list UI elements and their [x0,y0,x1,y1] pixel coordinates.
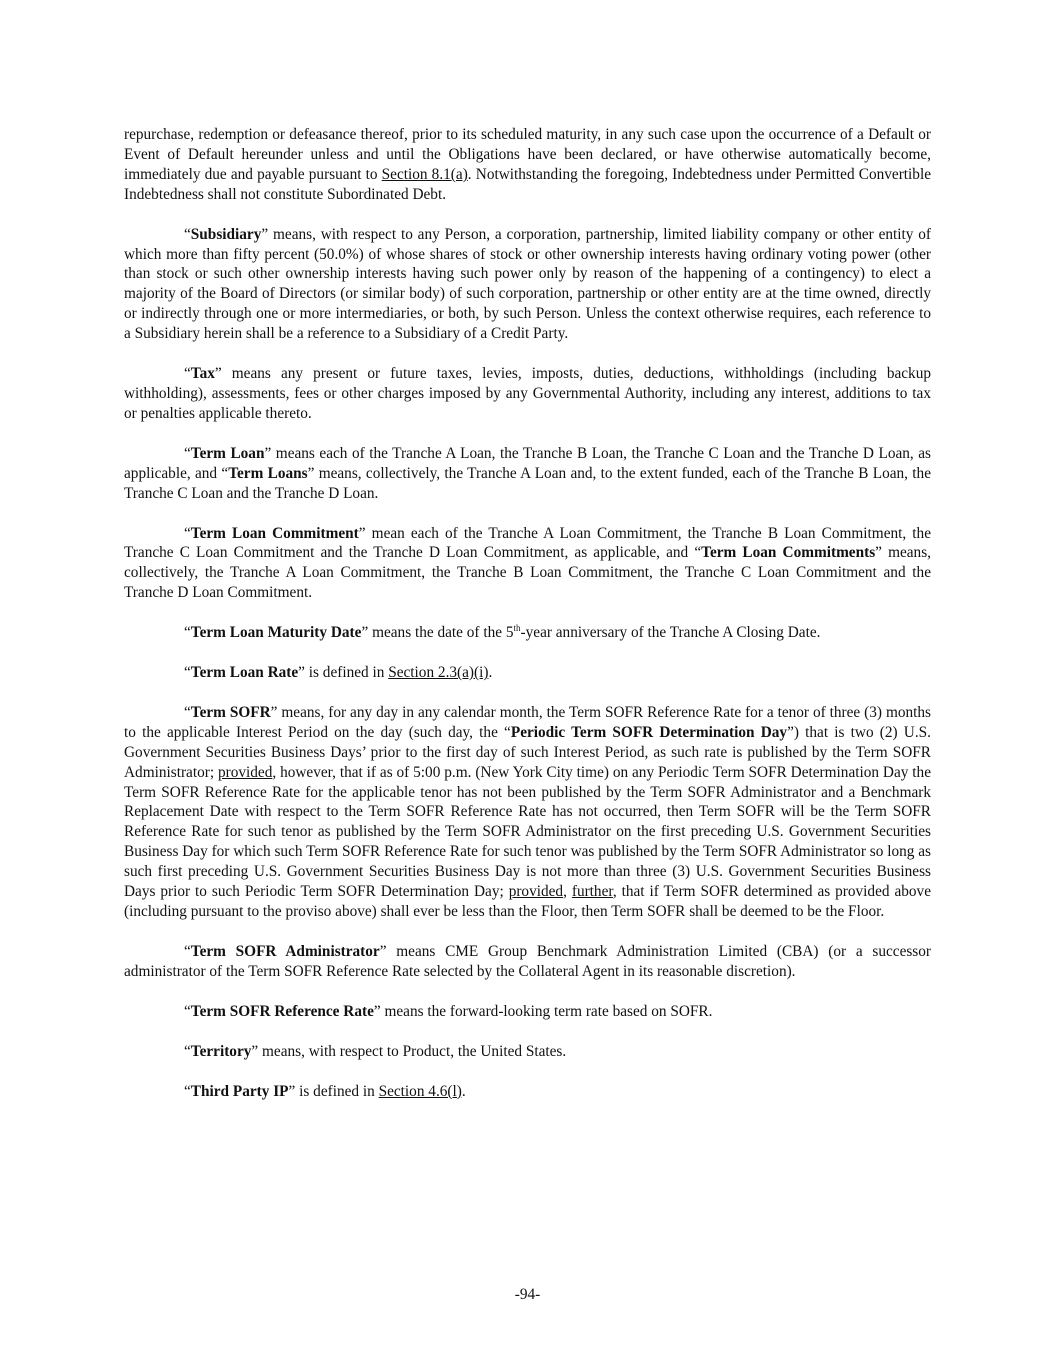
definition-text: ” means the forward-looking term rate based on SOFR. [373,1002,713,1020]
defined-term: Subsidiary [190,225,262,243]
definition-text: ” means, with respect to any Person, a corporation, partnership, limited liability company or other entity of which more than fifty percent (50.0%) of whose shares of stock or other ownership interests having ordinary voting power (other than stock or such other ownership interests having such power only by reason of the happening of a contingency) to elect a majority of the Board of Directors (or similar body) of such corporation, partnership or other entity are at the time owned, directly or indirectly through one or more intermediaries, or both, by such Person. Unless the context otherwise requires, each reference to a Subsidiary herein shall be a reference to a Subsidiary of a Credit Party. [124,225,931,343]
quote-mark: “ [184,524,191,542]
defined-term: Term SOFR [190,703,271,721]
definition-text: , however, that if as of 5:00 p.m. (New York City time) on any Periodic Term SOFR Determination Day the Term SOFR Reference Rate for the applicable tenor has not been published by the Term SOFR Administrator and a Benchmark Replacement Date with respect to the Term SOFR Reference Rate has not occurred, then Term SOFR will be the Term SOFR Reference Rate for such tenor as published by the Term SOFR Administrator on the first preceding U.S. Government Securities Business Day for which such Term SOFR Reference Rate for such tenor was published by the Term SOFR Administrator so long as such first preceding U.S. Government Securities Business Day is not more than three (3) U.S. Government Securities Business Days prior to such Periodic Term SOFR Determination Day; [124,763,931,901]
underlined-term: further [571,883,613,901]
separator-text: , [563,883,572,901]
paragraph-continuation [124,125,931,205]
definition-text: ” means CME Group Benchmark Administration Limited (CBA) (or a successor administrator of the Term SOFR Reference Rate selected by the Collateral Agent in its reasonable discretion). [124,942,932,980]
quote-mark: “ [184,703,191,721]
underlined-term: provided [508,883,564,901]
definition-text: ”) that is two (2) U.S. Government Securities Business Days’ prior to the first day of such Interest Period, as such rate is published by the Term SOFR Administrator; [124,723,931,781]
ordinal-superscript: th [513,623,521,634]
definition-third-party-ip [124,1082,931,1102]
defined-term: Term SOFR Reference Rate [190,1002,374,1020]
definition-term-sofr [124,703,931,922]
defined-term: Term Loan Commitment [190,524,359,542]
defined-term: Territory [190,1042,252,1060]
quote-mark: “ [184,942,191,960]
document-body [124,125,931,1121]
page-number: -94- [514,1286,541,1303]
definition-term-sofr-reference-rate [124,1002,931,1022]
definition-text: ” mean each of the Tranche A Loan Commitment, the Tranche B Loan Commitment, the Tranche C Loan Commitment and the Tranche D Loan Commitment, as applicable, and “ [124,524,931,562]
defined-term: Term Loan Rate [190,664,299,682]
definition-term-loan-rate [124,663,931,683]
defined-term: Term Loan Commitments [701,544,876,562]
definition-text: ” is defined in [288,1082,379,1100]
definition-text: ” means each of the Tranche A Loan, the Tranche B Loan, the Tranche C Loan and the Tranche D Loan, as applicable, and “ [124,444,932,482]
definition-text: . [488,664,493,682]
defined-term: Term Loan Maturity Date [190,624,362,642]
defined-term: Periodic Term SOFR Determination Day [510,723,788,741]
quote-mark: “ [184,664,191,682]
definition-text: ” is defined in [298,664,389,682]
definition-tax [124,364,931,424]
definition-term-loan-maturity-date [124,623,931,643]
quote-mark: “ [184,444,191,462]
defined-term: Term Loan [190,444,265,462]
defined-term: Term SOFR Administrator [190,942,380,960]
defined-term: Third Party IP [190,1082,289,1100]
definition-term-sofr-administrator [124,942,931,982]
quote-mark: “ [184,1082,191,1100]
definition-subsidiary [124,225,931,344]
quote-mark: “ [184,1002,191,1020]
definition-text: ” means, collectively, the Tranche A Loan and, to the extent funded, each of the Tranche B Loan, the Tranche C Loan and the Tranche D Loan. [124,464,931,502]
quote-mark: “ [184,1042,191,1060]
definition-term-loan [124,444,931,504]
quote-mark: “ [184,225,191,243]
underlined-term: provided [217,763,273,781]
defined-term: Term Loans [228,464,308,482]
defined-term: Tax [190,365,215,383]
paragraph-text: repurchase, redemption or defeasance thereof, prior to its scheduled maturity, in any such case upon the occurrence of a Default or Event of Default hereunder unless and until the Obligations have been declared, or have otherwise automatically become, immediately due and payable pursuant to [124,126,931,183]
definition-text: , that if Term SOFR determined as provided above (including pursuant to the proviso above) shall ever be less than the Floor, then Term SOFR shall be deemed to be the Floor. [124,883,931,920]
definition-text: ” means any present or future taxes, levies, imposts, duties, deductions, withholdings (including backup withholding), assessments, fees or other charges imposed by any Governmental Authority, including any interest, additions to tax or penalties applicable thereto. [124,365,931,422]
definition-territory [124,1042,931,1062]
quote-mark: “ [184,624,191,642]
definition-text: ” means, collectively, the Tranche A Loan Commitment, the Tranche B Loan Commitment, the Tranche C Loan Commitment and the Tranche D Loan Commitment. [124,544,931,602]
definition-text: ” means, for any day in any calendar month, the Term SOFR Reference Rate for a tenor of three (3) months to the applicable Interest Period on the day (such day, the “ [124,703,931,741]
section-reference: Section 8.1(a) [381,165,468,183]
definition-text: . [461,1082,466,1100]
definition-text: -year anniversary of the Tranche A Closing Date. [520,624,821,642]
section-reference: Section 4.6(l) [378,1082,462,1100]
definition-term-loan-commitment [124,524,931,604]
quote-mark: “ [184,365,191,383]
section-reference: Section 2.3(a)(i) [388,664,489,682]
definition-text: ” means, with respect to Product, the United States. [251,1042,567,1060]
paragraph-text: . Notwithstanding the foregoing, Indebtedness under Permitted Convertible Indebtedness shall not constitute Subordinated Debt. [124,165,931,203]
definition-text: ” means the date of the 5 [361,624,514,642]
